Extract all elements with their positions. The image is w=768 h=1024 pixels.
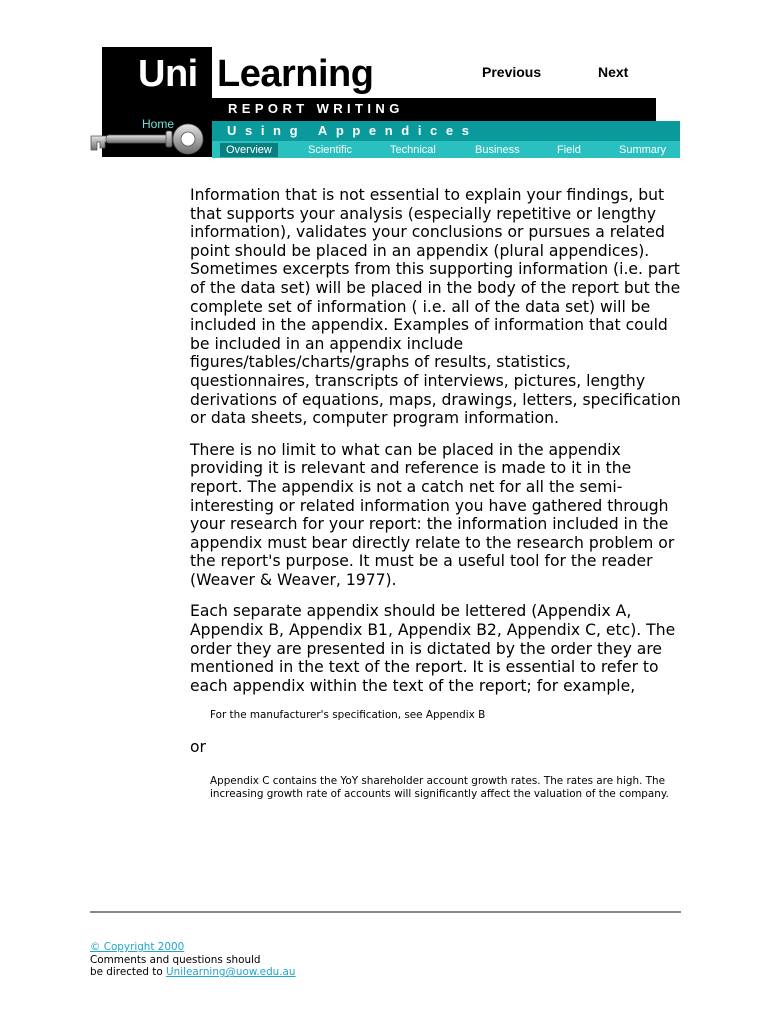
- tab-technical[interactable]: Technical: [390, 144, 436, 156]
- footer: [90, 941, 296, 979]
- subsection-title: Using Appendices: [227, 123, 478, 138]
- section-title-bar: [212, 98, 656, 121]
- footer-text: be directed to: [90, 966, 167, 979]
- next-link[interactable]: Next: [598, 64, 629, 80]
- paragraph: Each separate appendix should be lettered (Appendix A, Appendix B, Appendix B1, Appendix B2, Appendix C, etc). The order they are presented in is dictated by the order they are mentioned in the text of the report. It is essential to refer to each appendix within the text of the report; for example,: [190, 602, 676, 695]
- site-logo: [138, 52, 374, 96]
- copyright-link[interactable]: © Copyright 2000: [90, 941, 185, 953]
- tab-field[interactable]: Field: [557, 144, 581, 156]
- previous-link[interactable]: Previous: [482, 64, 542, 80]
- footer-text: Comments and questions should: [90, 953, 261, 966]
- tab-bar: [212, 141, 680, 158]
- example-text: For the manufacturer's specification, see Appendix B: [210, 709, 486, 722]
- tab-summary[interactable]: Summary: [619, 144, 667, 156]
- key-icon: [88, 120, 218, 164]
- tab-scientific[interactable]: Scientific: [308, 144, 353, 156]
- main-content: [190, 186, 685, 801]
- footer-divider: [90, 911, 681, 913]
- tab-overview[interactable]: Overview: [220, 143, 278, 157]
- section-title: REPORT WRITING: [228, 101, 404, 116]
- subsection-title-bar: [212, 121, 680, 141]
- or-text: or: [190, 738, 206, 757]
- paragraph: Information that is not essential to explain your findings, but that supports your analysis (especially repetitive or lengthy information), validates your conclusions or pursues a related point should be placed in an appendix (plural appendices). Sometimes excerpts from this supporting information (i.e. part of the data set) will be placed in the body of the report but the complete set of information ( i.e. all of the data set) will be included in the appendix. Examples of information that could be included in an appendix include figures/tables/charts/graphs of results, statistics, questionnaires, transcripts of interviews, pictures, lengthy derivations of equations, maps, drawings, letters, specification or data sheets, computer program information.: [190, 186, 681, 428]
- logo-uni: Uni: [138, 53, 198, 95]
- home-link[interactable]: Home: [142, 117, 175, 131]
- paragraph: There is no limit to what can be placed in the appendix providing it is relevant and reference is made to it in the report. The appendix is not a catch net for all the semi-interesting or related information you have gathered through your research for your report: the information included in the appendix must bear directly relate to the research problem or the report's purpose. It must be a useful tool for the reader (Weaver & Weaver, 1977).: [190, 440, 675, 589]
- email-link[interactable]: Unilearning@uow.edu.au: [166, 966, 296, 979]
- logo-learning: Learning: [217, 53, 374, 95]
- example-text: Appendix C contains the YoY shareholder account growth rates. The rates are high. The increasing growth rate of accounts will significantly affect the valuation of the company.: [210, 775, 669, 801]
- tab-business[interactable]: Business: [475, 144, 520, 156]
